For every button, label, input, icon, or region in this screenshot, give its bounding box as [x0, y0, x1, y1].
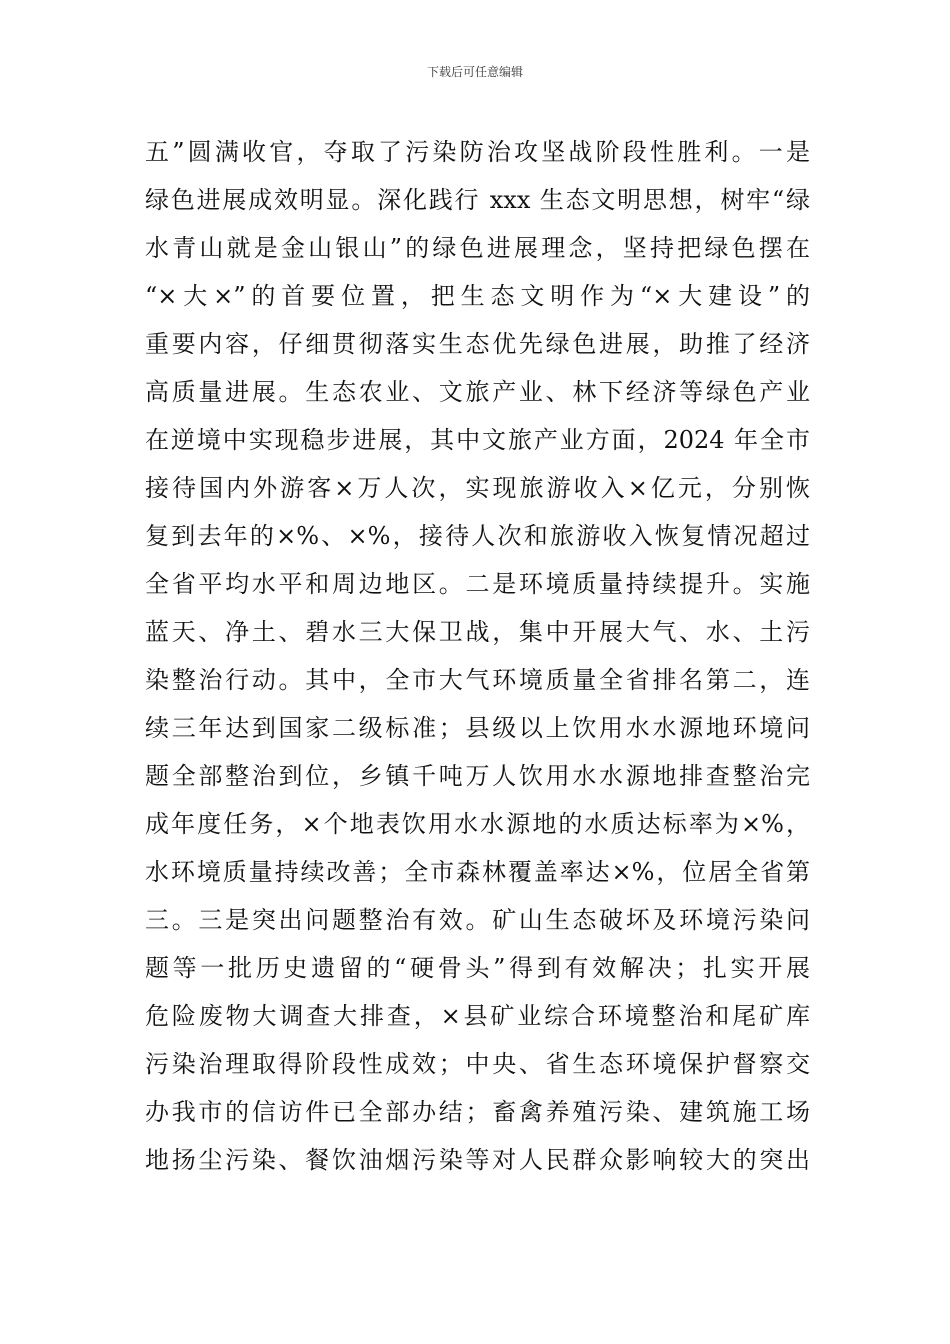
text-line: 危险废物大调查大排查，×县矿业综合环境整治和尾矿库 [145, 1002, 810, 1030]
page-header: 下载后可任意编辑 [426, 65, 523, 79]
text-line: 重要内容，仔细贯彻落实生态优先绿色进展，助推了经济 [145, 330, 810, 358]
text-line: 五”圆满收官，夺取了污染防治攻坚战阶段性胜利。一是 [145, 138, 810, 166]
text-line: 高质量进展。生态农业、文旅产业、林下经济等绿色产业 [145, 378, 810, 406]
text-line: 接待国内外游客×万人次，实现旅游收入×亿元，分别恢 [145, 474, 810, 502]
text-line: 在逆境中实现稳步进展，其中文旅产业方面，2024 年全市 [145, 426, 810, 454]
text-line: 三。三是突出问题整治有效。矿山生态破坏及环境污染问 [145, 906, 810, 934]
text-line: 绿色进展成效明显。深化践行 xxx 生态文明思想，树牢“绿 [145, 186, 810, 214]
text-line: 题等一批历史遗留的“硬骨头”得到有效解决；扎实开展 [145, 954, 810, 982]
text-line: 水青山就是金山银山”的绿色进展理念，坚持把绿色摆在 [145, 234, 810, 262]
text-line: 染整治行动。其中，全市大气环境质量全省排名第二，连 [145, 666, 810, 694]
text-line: 续三年达到国家二级标准；县级以上饮用水水源地环境问 [145, 714, 810, 742]
text-line: 题全部整治到位，乡镇千吨万人饮用水水源地排查整治完 [145, 762, 810, 790]
text-line: 办我市的信访件已全部办结；畜禽养殖污染、建筑施工场 [145, 1098, 810, 1126]
text-line: 成年度任务，×个地表饮用水水源地的水质达标率为×%， [145, 810, 810, 838]
text-line: “×大×”的首要位置，把生态文明作为“×大建设”的 [145, 282, 810, 310]
body-text [145, 128, 810, 1184]
text-line: 地扬尘污染、餐饮油烟污染等对人民群众影响较大的突出 [145, 1146, 810, 1174]
text-line: 复到去年的×%、×%，接待人次和旅游收入恢复情况超过 [145, 522, 810, 550]
text-line: 蓝天、净土、碧水三大保卫战，集中开展大气、水、土污 [145, 618, 810, 646]
text-line: 全省平均水平和周边地区。二是环境质量持续提升。实施 [145, 570, 810, 598]
text-line: 污染治理取得阶段性成效；中央、省生态环境保护督察交 [145, 1050, 810, 1078]
text-line: 水环境质量持续改善；全市森林覆盖率达×%，位居全省第 [145, 858, 810, 886]
